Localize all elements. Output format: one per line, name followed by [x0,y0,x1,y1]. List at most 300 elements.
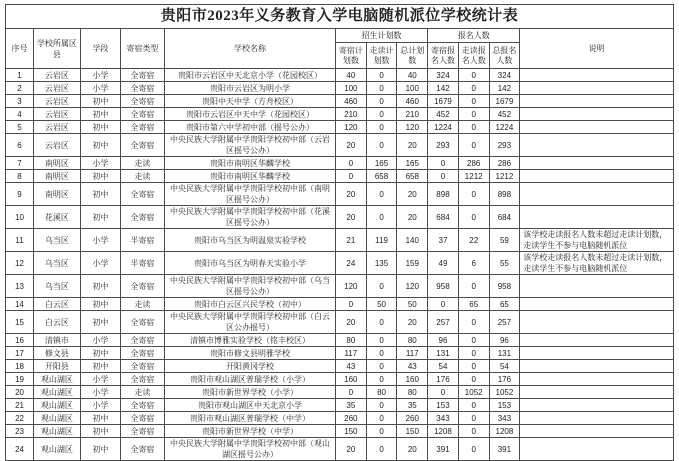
district: 花溪区 [34,206,81,229]
district: 云岩区 [34,134,81,157]
applicants-total: 96 [489,334,520,347]
plan-boarding: 0 [335,298,366,311]
boarding-type: 全寄宿 [120,275,164,298]
plan-total: 100 [397,82,428,95]
stage: 初中 [80,170,120,183]
plan-total: 20 [397,438,428,461]
school-name: 贵阳市乌当区为明春天实验小学 [164,252,335,275]
stage: 小学 [80,334,120,347]
district: 开阳县 [34,360,81,373]
applicants-day: 0 [458,347,489,360]
table-row [6,360,674,373]
plan-day: 0 [366,360,397,373]
plan-boarding: 24 [335,252,366,275]
table-row [6,347,674,360]
applicants-total: 55 [489,252,520,275]
applicants-boarding: 257 [428,311,459,334]
applicants-total: 54 [489,360,520,373]
district: 云岩区 [34,121,81,134]
stage: 小学 [80,399,120,412]
plan-boarding: 260 [335,412,366,425]
boarding-type: 走读 [120,170,164,183]
table-row [6,275,674,298]
school-name: 贵阳中天中学（方舟校区） [164,95,335,108]
applicants-boarding: 96 [428,334,459,347]
col-header-applicants-day: 走读报名人数 [458,43,489,69]
school-name: 中央民族大学附属中学贵阳学校初中部（花溪区摇号公办） [164,206,335,229]
plan-boarding: 0 [335,386,366,399]
row-index: 8 [6,170,34,183]
plan-day: 0 [366,69,397,82]
note: 该学校走读报名人数未超过走读计划数，走读学生不参与电脑随机派位 [520,229,674,252]
plan-total: 20 [397,134,428,157]
row-index: 20 [6,386,34,399]
boarding-type: 全寄宿 [120,206,164,229]
district: 乌当区 [34,229,81,252]
applicants-total: 958 [489,275,520,298]
row-index: 13 [6,275,34,298]
applicants-boarding: 0 [428,157,459,170]
applicants-day: 0 [458,438,489,461]
boarding-type: 走读 [120,386,164,399]
school-name: 贵阳市第六中学初中部（摇号公办） [164,121,335,134]
school-name: 贵阳市南明区华麟学校 [164,170,335,183]
applicants-day: 0 [458,108,489,121]
school-name: 中央民族大学附属中学贵阳学校初中部（观山湖区摇号公办） [164,438,335,461]
stage: 小学 [80,157,120,170]
applicants-day: 0 [458,399,489,412]
district: 白云区 [34,311,81,334]
plan-day: 0 [366,334,397,347]
boarding-type: 走读 [120,157,164,170]
district: 观山湖区 [34,373,81,386]
row-index: 17 [6,347,34,360]
applicants-boarding: 452 [428,108,459,121]
note [520,275,674,298]
applicants-day: 0 [458,311,489,334]
row-index: 7 [6,157,34,170]
plan-day: 0 [366,412,397,425]
table-row [6,69,674,82]
table-header [6,5,674,69]
stage: 初中 [80,298,120,311]
statistics-table-sheet [5,4,674,459]
plan-boarding: 160 [335,373,366,386]
note [520,438,674,461]
note [520,121,674,134]
stage: 初中 [80,412,120,425]
applicants-boarding: 958 [428,275,459,298]
district: 观山湖区 [34,438,81,461]
boarding-type: 半寄宿 [120,229,164,252]
applicants-boarding: 131 [428,347,459,360]
boarding-type: 全寄宿 [120,347,164,360]
plan-total: 35 [397,399,428,412]
applicants-total: 176 [489,373,520,386]
note [520,412,674,425]
applicants-total: 1208 [489,425,520,438]
note [520,386,674,399]
row-index: 11 [6,229,34,252]
table-row [6,183,674,206]
plan-boarding: 43 [335,360,366,373]
district: 清镇市 [34,334,81,347]
applicants-boarding: 142 [428,82,459,95]
table-row [6,298,674,311]
plan-day: 50 [366,298,397,311]
district: 观山湖区 [34,425,81,438]
stage: 初中 [80,121,120,134]
col-header-plan-day: 走读计划数 [366,43,397,69]
applicants-day: 0 [458,69,489,82]
plan-day: 0 [366,183,397,206]
school-name: 中央民族大学附属中学贵阳学校初中部（南明区摇号公办） [164,183,335,206]
district: 云岩区 [34,108,81,121]
row-index: 16 [6,334,34,347]
table-row [6,170,674,183]
stage: 小学 [80,373,120,386]
boarding-type: 全寄宿 [120,82,164,95]
table-row [6,95,674,108]
plan-day: 80 [366,386,397,399]
col-header-school-name: 学校名称 [164,29,335,69]
note [520,334,674,347]
school-name: 贵阳市新世界学校（小学） [164,386,335,399]
plan-boarding: 120 [335,275,366,298]
plan-day: 0 [366,399,397,412]
plan-day: 0 [366,275,397,298]
applicants-boarding: 391 [428,438,459,461]
plan-day: 658 [366,170,397,183]
plan-total: 150 [397,425,428,438]
plan-total: 210 [397,108,428,121]
plan-total: 140 [397,229,428,252]
table-row [6,334,674,347]
district: 修文县 [34,347,81,360]
applicants-day: 0 [458,95,489,108]
plan-total: 260 [397,412,428,425]
stage: 小学 [80,252,120,275]
col-header-boarding-type: 寄宿类型 [120,29,164,69]
page-title: 贵阳市2023年义务教育入学电脑随机派位学校统计表 [6,5,674,29]
boarding-type: 全寄宿 [120,399,164,412]
plan-total: 460 [397,95,428,108]
school-name: 中央民族大学附属中学贵阳学校初中部（云岩区摇号公办） [164,134,335,157]
applicants-total: 1224 [489,121,520,134]
col-group-plan: 招生计划数 [335,29,427,43]
applicants-day: 0 [458,206,489,229]
applicants-day: 0 [458,412,489,425]
school-name: 贵阳市云岩区中天中学（花园校区） [164,108,335,121]
plan-boarding: 21 [335,229,366,252]
row-index: 2 [6,82,34,95]
note [520,373,674,386]
table-row [6,108,674,121]
row-index: 9 [6,183,34,206]
applicants-boarding: 1679 [428,95,459,108]
applicants-boarding: 153 [428,399,459,412]
plan-day: 119 [366,229,397,252]
table-row [6,206,674,229]
applicants-boarding: 898 [428,183,459,206]
row-index: 24 [6,438,34,461]
applicants-boarding: 0 [428,170,459,183]
col-header-plan-boarding: 寄宿计划数 [335,43,366,69]
school-name: 贵阳市白云区兴民学校（初中） [164,298,335,311]
boarding-type: 全寄宿 [120,360,164,373]
table-row [6,311,674,334]
applicants-total: 391 [489,438,520,461]
boarding-type: 全寄宿 [120,69,164,82]
school-name: 贵阳市修文县明雅学校 [164,347,335,360]
note [520,298,674,311]
district: 观山湖区 [34,412,81,425]
boarding-type: 全寄宿 [120,334,164,347]
plan-boarding: 100 [335,82,366,95]
applicants-day: 22 [458,229,489,252]
stage: 初中 [80,108,120,121]
boarding-type: 全寄宿 [120,134,164,157]
plan-total: 20 [397,206,428,229]
school-name: 贵阳市南明区华麟学校 [164,157,335,170]
row-index: 10 [6,206,34,229]
plan-total: 159 [397,252,428,275]
table-row [6,438,674,461]
applicants-total: 452 [489,108,520,121]
plan-day: 165 [366,157,397,170]
note: 该学校走读报名人数未超过走读计划数，走读学生不参与电脑随机派位 [520,252,674,275]
plan-total: 43 [397,360,428,373]
col-header-district: 学校所属区县 [34,29,81,69]
district: 观山湖区 [34,399,81,412]
header-group-row [6,29,674,43]
row-index: 21 [6,399,34,412]
applicants-day: 0 [458,134,489,157]
stage: 初中 [80,438,120,461]
applicants-day: 1212 [458,170,489,183]
stage: 小学 [80,386,120,399]
plan-boarding: 210 [335,108,366,121]
row-index: 3 [6,95,34,108]
applicants-day: 0 [458,121,489,134]
stage: 初中 [80,183,120,206]
applicants-total: 1052 [489,386,520,399]
plan-total: 117 [397,347,428,360]
col-header-stage: 学段 [80,29,120,69]
stage: 小学 [80,82,120,95]
plan-total: 165 [397,157,428,170]
applicants-day: 1052 [458,386,489,399]
col-header-applicants-total: 总报名人数 [489,43,520,69]
plan-total: 120 [397,275,428,298]
plan-boarding: 20 [335,206,366,229]
row-index: 23 [6,425,34,438]
district: 乌当区 [34,275,81,298]
row-index: 15 [6,311,34,334]
plan-total: 40 [397,69,428,82]
applicants-boarding: 176 [428,373,459,386]
plan-total: 20 [397,311,428,334]
school-name: 清镇市博雅实验学校（铭丰校区） [164,334,335,347]
stage: 初中 [80,425,120,438]
applicants-boarding: 49 [428,252,459,275]
school-statistics-table [5,4,674,461]
table-row [6,412,674,425]
boarding-type: 全寄宿 [120,95,164,108]
col-group-applicants: 报名人数 [428,29,520,43]
plan-total: 120 [397,121,428,134]
applicants-day: 286 [458,157,489,170]
school-name: 贵阳市观山湖区普瑞学校（小学） [164,373,335,386]
district: 南明区 [34,170,81,183]
boarding-type: 全寄宿 [120,425,164,438]
plan-boarding: 0 [335,157,366,170]
stage: 初中 [80,275,120,298]
district: 南明区 [34,157,81,170]
table-row [6,121,674,134]
row-index: 6 [6,134,34,157]
district: 乌当区 [34,252,81,275]
district: 南明区 [34,183,81,206]
note [520,170,674,183]
row-index: 1 [6,69,34,82]
note [520,399,674,412]
table-row [6,134,674,157]
plan-boarding: 20 [335,438,366,461]
plan-day: 0 [366,108,397,121]
applicants-boarding: 343 [428,412,459,425]
plan-total: 160 [397,373,428,386]
plan-boarding: 20 [335,183,366,206]
row-index: 22 [6,412,34,425]
plan-day: 0 [366,373,397,386]
applicants-total: 343 [489,412,520,425]
stage: 初中 [80,360,120,373]
note [520,206,674,229]
applicants-total: 684 [489,206,520,229]
plan-boarding: 20 [335,134,366,157]
applicants-day: 0 [458,334,489,347]
applicants-boarding: 324 [428,69,459,82]
plan-day: 0 [366,82,397,95]
plan-boarding: 0 [335,170,366,183]
note [520,108,674,121]
applicants-boarding: 54 [428,360,459,373]
applicants-boarding: 0 [428,386,459,399]
note [520,311,674,334]
stage: 初中 [80,311,120,334]
row-index: 12 [6,252,34,275]
row-index: 19 [6,373,34,386]
applicants-total: 257 [489,311,520,334]
note [520,69,674,82]
plan-day: 0 [366,425,397,438]
boarding-type: 全寄宿 [120,373,164,386]
applicants-day: 6 [458,252,489,275]
applicants-day: 0 [458,360,489,373]
plan-boarding: 460 [335,95,366,108]
applicants-day: 0 [458,82,489,95]
col-header-index: 序号 [6,29,34,69]
plan-boarding: 150 [335,425,366,438]
stage: 初中 [80,95,120,108]
plan-day: 135 [366,252,397,275]
table-row [6,252,674,275]
applicants-total: 59 [489,229,520,252]
note [520,134,674,157]
table-row [6,399,674,412]
district: 云岩区 [34,82,81,95]
school-name: 中央民族大学附属中学贵阳学校初中部（乌当区摇号公办） [164,275,335,298]
col-header-plan-total: 总计划数 [397,43,428,69]
plan-total: 658 [397,170,428,183]
note [520,95,674,108]
applicants-day: 65 [458,298,489,311]
applicants-boarding: 1224 [428,121,459,134]
boarding-type: 全寄宿 [120,108,164,121]
applicants-boarding: 684 [428,206,459,229]
col-header-applicants-boarding: 寄宿报名人数 [428,43,459,69]
applicants-total: 1212 [489,170,520,183]
school-name: 贵阳市乌当区为明温泉实验学校 [164,229,335,252]
note [520,347,674,360]
table-body [6,69,674,461]
applicants-total: 293 [489,134,520,157]
district: 观山湖区 [34,386,81,399]
note [520,360,674,373]
school-name: 贵阳市新世界学校（中学） [164,425,335,438]
row-index: 14 [6,298,34,311]
plan-day: 0 [366,347,397,360]
plan-day: 0 [366,95,397,108]
plan-total: 20 [397,183,428,206]
title-row [6,5,674,29]
row-index: 18 [6,360,34,373]
plan-boarding: 117 [335,347,366,360]
applicants-boarding: 293 [428,134,459,157]
table-row [6,157,674,170]
plan-total: 50 [397,298,428,311]
district: 白云区 [34,298,81,311]
plan-boarding: 80 [335,334,366,347]
note [520,183,674,206]
applicants-boarding: 37 [428,229,459,252]
boarding-type: 全寄宿 [120,311,164,334]
plan-total: 80 [397,386,428,399]
plan-day: 0 [366,206,397,229]
applicants-day: 0 [458,183,489,206]
applicants-total: 324 [489,69,520,82]
plan-boarding: 40 [335,69,366,82]
table-row [6,82,674,95]
plan-day: 0 [366,311,397,334]
applicants-day: 0 [458,425,489,438]
applicants-total: 1679 [489,95,520,108]
plan-day: 0 [366,438,397,461]
note [520,157,674,170]
applicants-total: 142 [489,82,520,95]
note [520,425,674,438]
table-row [6,386,674,399]
district: 云岩区 [34,69,81,82]
school-name: 开阳黄冈学校 [164,360,335,373]
row-index: 5 [6,121,34,134]
plan-day: 0 [366,134,397,157]
plan-boarding: 120 [335,121,366,134]
stage: 小学 [80,229,120,252]
applicants-total: 898 [489,183,520,206]
stage: 初中 [80,206,120,229]
